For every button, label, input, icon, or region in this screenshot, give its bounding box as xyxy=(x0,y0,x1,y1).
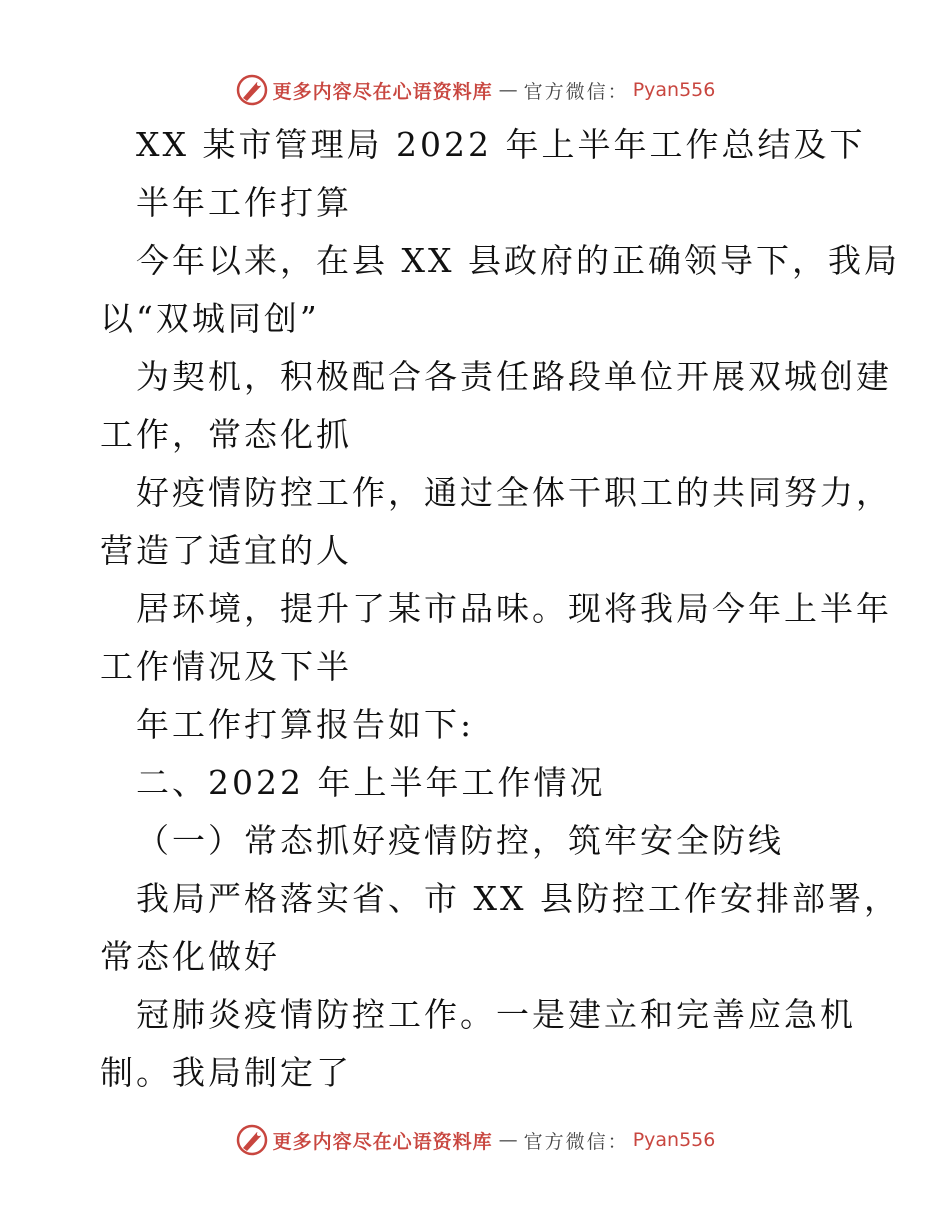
footer-watermark xyxy=(0,1120,950,1160)
paragraph-line: 居环境，提升了某市品味。现将我局今年上半年 xyxy=(136,589,892,628)
watermark-main-text: 更多内容尽在心语资料库 xyxy=(272,1130,493,1153)
paragraph-line: 常态化做好 xyxy=(100,937,280,976)
paragraph-line: 以“双城同创” xyxy=(100,299,320,338)
paragraph-line: 冠肺炎疫情防控工作。一是建立和完善应急机 xyxy=(136,995,856,1034)
document-title-line-1: XX 某市管理局 2022 年上半年工作总结及下 xyxy=(136,125,866,164)
watermark-official-label: 官方微信： xyxy=(523,80,629,103)
paragraph-line: 今年以来，在县 XX 县政府的正确领导下，我局 xyxy=(136,241,900,280)
header-watermark xyxy=(0,70,950,110)
pen-seal-logo-icon xyxy=(235,73,269,107)
paragraph-line: 为契机，积极配合各责任路段单位开展双城创建 xyxy=(136,357,892,396)
watermark-official-label: 官方微信： xyxy=(523,1130,629,1153)
section-heading: 二、2022 年上半年工作情况 xyxy=(136,763,606,802)
watermark-dash: — xyxy=(498,79,518,101)
watermark-main-text: 更多内容尽在心语资料库 xyxy=(272,80,493,103)
document-title-line-2: 半年工作打算 xyxy=(136,183,352,222)
watermark-dash: — xyxy=(498,1129,518,1151)
paragraph-line: 工作，常态化抓 xyxy=(100,415,352,454)
watermark-wechat-id: Pyan556 xyxy=(632,1129,716,1151)
paragraph-line: 工作情况及下半 xyxy=(100,647,352,686)
paragraph-line: 制。我局制定了 xyxy=(100,1053,352,1092)
document-body xyxy=(0,116,950,1102)
subsection-heading: （一）常态抓好疫情防控，筑牢安全防线 xyxy=(136,821,784,860)
paragraph-line: 营造了适宜的人 xyxy=(100,531,352,570)
paragraph-line: 年工作打算报告如下: xyxy=(136,705,475,744)
watermark-wechat-id: Pyan556 xyxy=(632,79,716,101)
pen-seal-logo-icon xyxy=(235,1123,269,1157)
paragraph-line: 我局严格落实省、市 XX 县防控工作安排部署， xyxy=(136,879,900,918)
paragraph-line: 好疫情防控工作，通过全体干职工的共同努力， xyxy=(136,473,892,512)
